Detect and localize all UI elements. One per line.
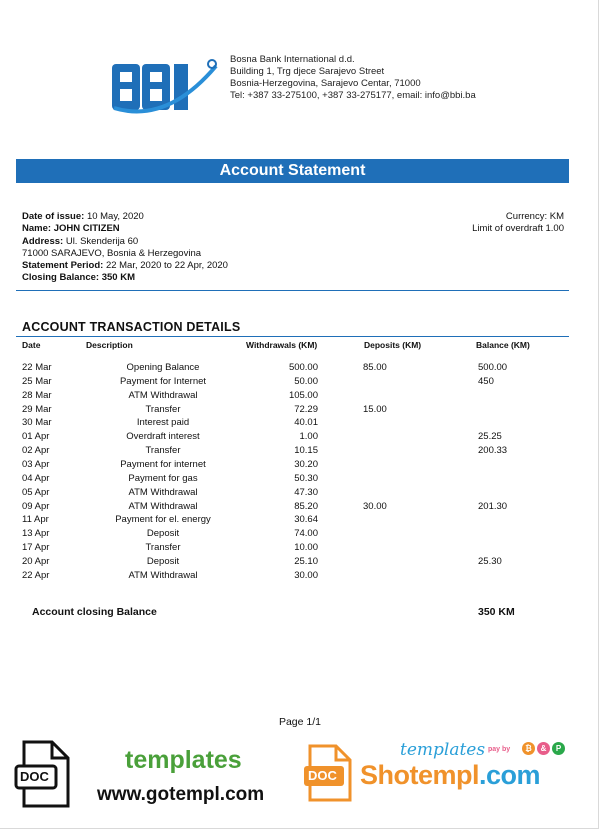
header-deposits: Deposits (KM) — [364, 340, 422, 350]
row-withdrawal: 105.00 — [288, 389, 318, 401]
row-withdrawal: 47.30 — [294, 486, 318, 498]
table-row — [0, 404, 600, 418]
ampersand-icon: & — [537, 742, 550, 755]
doc-orange-label: DOC — [308, 768, 337, 783]
bank-logo-icon — [112, 58, 222, 114]
header-withdrawals: Withdrawals (KM) — [246, 340, 318, 350]
table-row — [0, 514, 600, 528]
name-label: Name: — [22, 223, 52, 235]
gotempl-title: templates — [125, 746, 242, 774]
row-description: Payment for el. energy — [115, 514, 211, 526]
row-date: 05 Apr — [22, 486, 50, 498]
row-description: Transfer — [145, 542, 181, 553]
row-deposit: 85.00 — [363, 362, 387, 373]
row-date: 01 Apr — [22, 431, 50, 443]
row-balance: 450 — [478, 375, 494, 387]
paypal-icon: P — [552, 742, 565, 755]
row-date: 03 Apr — [22, 458, 50, 470]
row-deposit: 15.00 — [363, 403, 387, 415]
table-row — [0, 459, 600, 473]
row-date: 02 Apr — [22, 445, 50, 457]
table-header-rule — [16, 336, 569, 337]
row-description: Overdraft interest — [126, 431, 200, 443]
bitcoin-icon: ₿ — [522, 742, 535, 755]
table-row — [0, 445, 600, 459]
row-date: 04 Apr — [22, 472, 50, 484]
table-row — [0, 528, 600, 542]
row-balance: 25.30 — [478, 555, 502, 567]
closing-value: 350 KM — [101, 272, 135, 284]
table-row — [0, 501, 600, 515]
statement-meta — [22, 211, 228, 285]
table-row — [0, 376, 600, 390]
row-date: 13 Apr — [22, 528, 50, 540]
account-closing-value: 350 KM — [478, 606, 515, 618]
row-description: Transfer — [145, 445, 181, 457]
bank-contact: Tel: +387 33-275100, +387 33-275177, email: info@bbi.ba — [230, 90, 476, 101]
address-label: Address: — [22, 235, 64, 247]
row-balance: 200.33 — [478, 445, 508, 457]
row-withdrawal: 500.00 — [288, 362, 318, 373]
row-date: 29 Mar — [22, 403, 52, 415]
row-withdrawal: 72.29 — [294, 403, 318, 415]
row-deposit: 30.00 — [363, 500, 387, 512]
header-description: Description — [86, 340, 133, 350]
row-balance: 500.00 — [478, 362, 508, 373]
table-row — [0, 431, 600, 445]
shotempl-tld: .com — [479, 760, 541, 790]
transactions-title: ACCOUNT TRANSACTION DETAILS — [22, 320, 241, 334]
row-withdrawal: 1.00 — [299, 431, 318, 443]
table-row — [0, 556, 600, 570]
row-withdrawal: 50.00 — [294, 375, 318, 387]
bank-name: Bosna Bank International d.d. — [230, 54, 355, 65]
row-withdrawal: 30.20 — [294, 458, 318, 470]
page-number: Page 1/1 — [278, 716, 322, 728]
gotempl-url: www.gotempl.com — [97, 784, 265, 805]
row-description: Deposit — [146, 528, 180, 540]
row-description: Opening Balance — [126, 362, 200, 373]
row-description: Interest paid — [136, 417, 190, 429]
row-withdrawal: 40.01 — [294, 417, 318, 429]
row-withdrawal: 25.10 — [294, 555, 318, 567]
date-value: 10 May, 2020 — [86, 211, 144, 222]
header-date: Date — [22, 340, 41, 350]
row-description: Payment for internet — [120, 458, 206, 470]
address-line-2: 71000 SARAJEVO, Bosnia & Herzegovina — [22, 247, 202, 259]
row-date: 22 Apr — [22, 569, 50, 581]
row-balance: 201.30 — [478, 500, 508, 512]
row-date: 30 Mar — [22, 417, 52, 429]
row-description: ATM Withdrawal — [128, 500, 198, 512]
doc-orange-icon — [302, 744, 352, 802]
date-label: Date of issue: — [22, 211, 85, 222]
row-balance: 25.25 — [478, 431, 502, 443]
closing-label: Closing Balance: — [22, 272, 100, 284]
bank-address-1: Building 1, Trg djece Sarajevo Street — [230, 66, 385, 77]
shotempl-brand — [360, 760, 540, 791]
row-withdrawal: 10.15 — [294, 445, 318, 457]
currency: Currency: KM — [505, 211, 564, 222]
row-withdrawal: 74.00 — [294, 528, 318, 540]
row-date: 09 Apr — [22, 500, 50, 512]
row-description: Payment for gas — [128, 472, 198, 484]
table-row — [0, 473, 600, 487]
divider — [16, 290, 569, 291]
row-date: 20 Apr — [22, 555, 50, 567]
table-row — [0, 362, 600, 376]
overdraft-limit: Limit of overdraft 1.00 — [472, 223, 564, 235]
statement-title: Account Statement — [16, 159, 569, 183]
account-closing-label: Account closing Balance — [32, 606, 157, 618]
table-row — [0, 417, 600, 431]
address-value: Ul. Skenderija 60 — [65, 235, 139, 247]
doc-file-icon — [14, 740, 70, 810]
name-value: JOHN CITIZEN — [53, 223, 120, 235]
period-value: 22 Mar, 2020 to 22 Apr, 2020 — [105, 260, 228, 272]
shotempl-name: Shotempl — [360, 760, 480, 790]
shotempl-script: templates — [400, 740, 486, 760]
row-withdrawal: 85.20 — [294, 500, 318, 512]
table-row — [0, 542, 600, 556]
row-date: 25 Mar — [22, 375, 52, 387]
bank-address-2: Bosnia-Herzegovina, Sarajevo Centar, 71000 — [230, 78, 421, 89]
row-date: 17 Apr — [22, 542, 50, 553]
row-withdrawal: 50.30 — [294, 472, 318, 484]
row-description: Transfer — [145, 403, 181, 415]
table-row — [0, 390, 600, 404]
table-row — [0, 570, 600, 584]
row-withdrawal: 30.64 — [294, 514, 318, 526]
table-row — [0, 487, 600, 501]
row-date: 28 Mar — [22, 389, 52, 401]
row-description: ATM Withdrawal — [128, 569, 198, 581]
row-description: ATM Withdrawal — [128, 486, 198, 498]
row-description: Payment for Internet — [119, 375, 207, 387]
currency-info — [472, 211, 564, 236]
header-balance: Balance (KM) — [476, 340, 530, 350]
row-description: ATM Withdrawal — [128, 389, 198, 401]
row-date: 11 Apr — [22, 514, 49, 526]
period-label: Statement Period: — [22, 260, 104, 272]
row-withdrawal: 30.00 — [294, 569, 318, 581]
bank-info — [230, 54, 476, 102]
row-description: Deposit — [146, 555, 180, 567]
shotempl-pay: pay by — [488, 746, 511, 753]
doc-label: DOC — [20, 769, 49, 784]
row-date: 22 Mar — [22, 362, 52, 373]
row-withdrawal: 10.00 — [294, 542, 318, 553]
